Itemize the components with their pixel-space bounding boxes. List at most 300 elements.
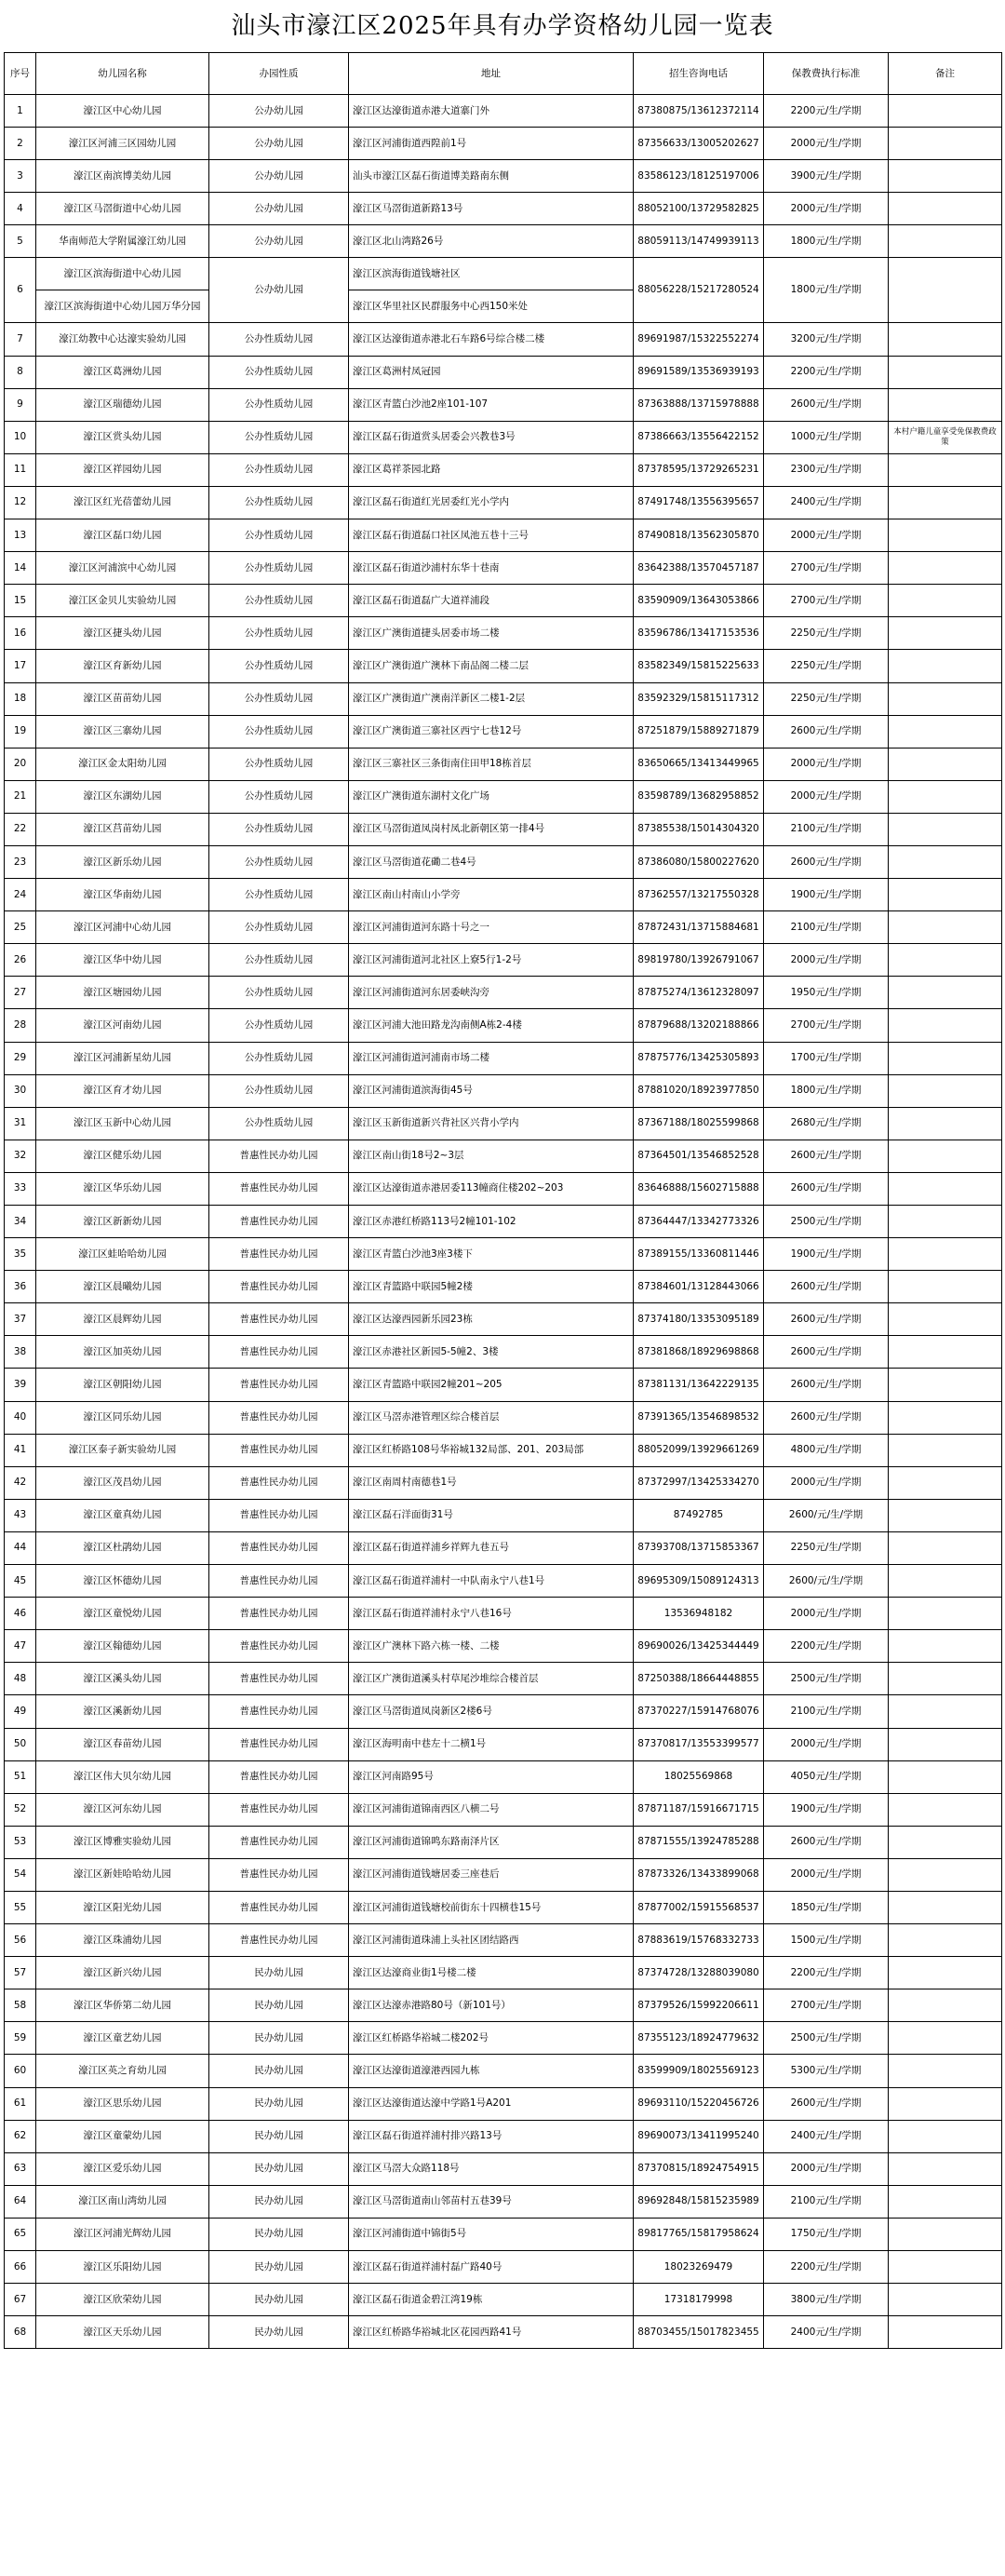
- cell-address: 濠江区磊石街道祥浦村磊广路40号: [349, 2251, 634, 2284]
- cell-type: 公办性质幼儿园: [209, 486, 349, 519]
- cell-remark: [889, 519, 1002, 552]
- cell-fee: 2600元/生/学期: [764, 715, 889, 748]
- cell-type: 公办性质幼儿园: [209, 813, 349, 845]
- cell-address: 濠江区磊石街道沙浦村东华十巷南: [349, 552, 634, 585]
- cell-type: 普惠性民办幼儿园: [209, 1303, 349, 1336]
- cell-no: 67: [5, 2284, 36, 2316]
- cell-address: 濠江区河浦街道西隍前1号: [349, 128, 634, 160]
- table-row: [5, 1271, 1002, 1303]
- cell-remark: [889, 552, 1002, 585]
- cell-address: 濠江区青篮路中联园5幢2楼: [349, 1271, 634, 1303]
- cell-remark: [889, 1793, 1002, 1826]
- cell-name: 濠江区乐阳幼儿园: [36, 2251, 209, 2284]
- cell-address: 濠江区广澳街道广澳南洋新区二楼1-2层: [349, 682, 634, 715]
- cell-phone: 87881020/18923977850: [634, 1074, 764, 1107]
- cell-fee: 2100元/生/学期: [764, 1695, 889, 1728]
- cell-no: 52: [5, 1793, 36, 1826]
- cell-no: 32: [5, 1140, 36, 1172]
- cell-address: 濠江区海明南中巷左十二横1号: [349, 1728, 634, 1760]
- cell-phone: 17318179998: [634, 2284, 764, 2316]
- table-row: [5, 453, 1002, 486]
- cell-phone: 83650665/13413449965: [634, 748, 764, 780]
- table-row: [5, 2185, 1002, 2218]
- table-header-row: [5, 53, 1002, 95]
- cell-address: 濠江区达濠街道达濠中学路1号A201: [349, 2087, 634, 2120]
- cell-fee: 1950元/生/学期: [764, 977, 889, 1009]
- cell-name: 濠江区童蒙幼儿园: [36, 2120, 209, 2152]
- table-row: [5, 323, 1002, 356]
- cell-no: 45: [5, 1565, 36, 1598]
- cell-name: 濠江区河浦三区园幼儿园: [36, 128, 209, 160]
- cell-type: 公办性质幼儿园: [209, 519, 349, 552]
- cell-name: 濠江区晨曦幼儿园: [36, 1271, 209, 1303]
- cell-name: 濠江区南滨博美幼儿园: [36, 160, 209, 193]
- cell-fee: 3800元/生/学期: [764, 2284, 889, 2316]
- cell-fee: 2100元/生/学期: [764, 911, 889, 944]
- cell-type: 公办性质幼儿园: [209, 780, 349, 813]
- cell-name: 濠江区茂昌幼儿园: [36, 1466, 209, 1499]
- cell-name: 濠江区南山湾幼儿园: [36, 2185, 209, 2218]
- cell-type: 公办幼儿园: [209, 225, 349, 258]
- cell-fee: 2100元/生/学期: [764, 2185, 889, 2218]
- cell-remark: [889, 2087, 1002, 2120]
- cell-phone: 87362557/13217550328: [634, 879, 764, 911]
- table-row: [5, 1630, 1002, 1663]
- cell-phone: 87381131/13642229135: [634, 1369, 764, 1401]
- cell-address: 濠江区南周村南德巷1号: [349, 1466, 634, 1499]
- table-row: [5, 225, 1002, 258]
- cell-name: 濠江区溪头幼儿园: [36, 1663, 209, 1695]
- cell-no: 17: [5, 650, 36, 682]
- cell-type: 普惠性民办幼儿园: [209, 1499, 349, 1531]
- cell-remark: [889, 2055, 1002, 2087]
- cell-no: 11: [5, 453, 36, 486]
- cell-fee: 2500元/生/学期: [764, 1206, 889, 1238]
- cell-remark: [889, 977, 1002, 1009]
- table-row: [5, 2022, 1002, 2055]
- cell-address-branch: 濠江区华里社区民群服务中心西150米处: [349, 290, 633, 322]
- table-row: [5, 715, 1002, 748]
- cell-type: 普惠性民办幼儿园: [209, 1238, 349, 1271]
- cell-type: 普惠性民办幼儿园: [209, 1924, 349, 1957]
- cell-no: 13: [5, 519, 36, 552]
- cell-phone: 83599909/18025569123: [634, 2055, 764, 2087]
- cell-phone: 87251879/15889271879: [634, 715, 764, 748]
- cell-type: 公办性质幼儿园: [209, 682, 349, 715]
- cell-name: 濠江区祥园幼儿园: [36, 453, 209, 486]
- cell-type: 普惠性民办幼儿园: [209, 1598, 349, 1630]
- cell-name: 濠江区金贝儿实验幼儿园: [36, 585, 209, 617]
- cell-name: 濠江区翰德幼儿园: [36, 1630, 209, 1663]
- cell-type: 公办性质幼儿园: [209, 323, 349, 356]
- cell-phone: 87492785: [634, 1499, 764, 1531]
- cell-remark: [889, 1336, 1002, 1369]
- cell-no: 59: [5, 2022, 36, 2055]
- table-row: [5, 1858, 1002, 1891]
- cell-phone: 89690026/13425344449: [634, 1630, 764, 1663]
- cell-type: 民办幼儿园: [209, 2087, 349, 2120]
- table-row: [5, 1891, 1002, 1923]
- cell-phone: 87380875/13612372114: [634, 95, 764, 128]
- cell-phone: 87250388/18664448855: [634, 1663, 764, 1695]
- cell-phone: 89817765/15817958624: [634, 2218, 764, 2250]
- cell-remark: [889, 95, 1002, 128]
- cell-type: 公办性质幼儿园: [209, 585, 349, 617]
- cell-no: 28: [5, 1009, 36, 1042]
- cell-remark: [889, 1663, 1002, 1695]
- cell-type: 普惠性民办幼儿园: [209, 1630, 349, 1663]
- cell-address: 濠江区三寨社区三条街南住田甲18栋首层: [349, 748, 634, 780]
- cell-type: 民办幼儿园: [209, 2055, 349, 2087]
- cell-type: 公办性质幼儿园: [209, 1009, 349, 1042]
- cell-type: 普惠性民办幼儿园: [209, 1793, 349, 1826]
- cell-phone: 87364447/13342773326: [634, 1206, 764, 1238]
- cell-address: 濠江区磊石街道金碧江湾19栋: [349, 2284, 634, 2316]
- cell-fee: 5300元/生/学期: [764, 2055, 889, 2087]
- cell-no: 65: [5, 2218, 36, 2250]
- cell-type: 公办性质幼儿园: [209, 650, 349, 682]
- cell-remark: [889, 682, 1002, 715]
- table-row: [5, 2055, 1002, 2087]
- cell-type: 公办性质幼儿园: [209, 356, 349, 388]
- cell-remark: [889, 715, 1002, 748]
- cell-address: 濠江区南山街18号2~3层: [349, 1140, 634, 1172]
- cell-type: 民办幼儿园: [209, 2185, 349, 2218]
- cell-remark: [889, 2120, 1002, 2152]
- cell-fee: 2000元/生/学期: [764, 1466, 889, 1499]
- cell-fee: 1850元/生/学期: [764, 1891, 889, 1923]
- cell-phone: 87875274/13612328097: [634, 977, 764, 1009]
- cell-type: 普惠性民办幼儿园: [209, 1434, 349, 1466]
- table-row: [5, 682, 1002, 715]
- cell-name: 濠江区玉新中心幼儿园: [36, 1107, 209, 1140]
- table-row: [5, 486, 1002, 519]
- cell-address: 濠江区河浦街道滨海街45号: [349, 1074, 634, 1107]
- cell-phone: 87374180/13353095189: [634, 1303, 764, 1336]
- cell-phone: 87879688/13202188866: [634, 1009, 764, 1042]
- table-row: [5, 845, 1002, 878]
- cell-phone: 89695309/15089124313: [634, 1565, 764, 1598]
- cell-name: 濠江区新乐幼儿园: [36, 845, 209, 878]
- cell-phone: 83592329/15815117312: [634, 682, 764, 715]
- cell-no: 21: [5, 780, 36, 813]
- cell-fee: 2700元/生/学期: [764, 1989, 889, 2022]
- table-row: [5, 2316, 1002, 2349]
- cell-remark: [889, 1728, 1002, 1760]
- cell-name: 濠江区新新幼儿园: [36, 1206, 209, 1238]
- cell-type: 普惠性民办幼儿园: [209, 1140, 349, 1172]
- cell-remark: [889, 879, 1002, 911]
- cell-remark: [889, 845, 1002, 878]
- cell-name: 濠江区三寨幼儿园: [36, 715, 209, 748]
- table-row: [5, 780, 1002, 813]
- cell-no: 31: [5, 1107, 36, 1140]
- cell-no: 23: [5, 845, 36, 878]
- cell-address: 濠江区河浦街道钱塘校前街东十四横巷15号: [349, 1891, 634, 1923]
- cell-remark: [889, 1760, 1002, 1793]
- cell-phone: 89691987/15322552274: [634, 323, 764, 356]
- cell-name: 濠江区马滘街道中心幼儿园: [36, 193, 209, 225]
- cell-phone: 83590909/13643053866: [634, 585, 764, 617]
- cell-fee: 2200元/生/学期: [764, 2251, 889, 2284]
- cell-fee: 1800元/生/学期: [764, 1074, 889, 1107]
- cell-no: 20: [5, 748, 36, 780]
- cell-fee: 2000元/生/学期: [764, 748, 889, 780]
- cell-no: 5: [5, 225, 36, 258]
- cell-name: 濠江区红光蓓蕾幼儿园: [36, 486, 209, 519]
- cell-fee: 4800元/生/学期: [764, 1434, 889, 1466]
- cell-phone: 87370815/18924754915: [634, 2152, 764, 2185]
- cell-remark: [889, 1009, 1002, 1042]
- cell-no: 60: [5, 2055, 36, 2087]
- cell-phone: 87871555/13924785288: [634, 1826, 764, 1858]
- table-row: [5, 2218, 1002, 2250]
- cell-phone: 87385538/15014304320: [634, 813, 764, 845]
- cell-type: 公办性质幼儿园: [209, 552, 349, 585]
- cell-type: 公办性质幼儿园: [209, 1074, 349, 1107]
- cell-fee: 2000元/生/学期: [764, 1728, 889, 1760]
- cell-fee: 1900元/生/学期: [764, 879, 889, 911]
- cell-fee: 2600元/生/学期: [764, 1336, 889, 1369]
- table-row: [5, 95, 1002, 128]
- table-row: [5, 1728, 1002, 1760]
- table-row: [5, 1663, 1002, 1695]
- cell-name: 濠江区健乐幼儿园: [36, 1140, 209, 1172]
- cell-phone: 87364501/13546852528: [634, 1140, 764, 1172]
- table-row: [5, 1957, 1002, 1989]
- cell-no: 51: [5, 1760, 36, 1793]
- table-row: [5, 1336, 1002, 1369]
- cell-name: 濠江区蛙哈哈幼儿园: [36, 1238, 209, 1271]
- cell-remark: [889, 1989, 1002, 2022]
- table-row: [5, 977, 1002, 1009]
- cell-phone: 87386080/15800227620: [634, 845, 764, 878]
- cell-phone: 83596786/13417153536: [634, 617, 764, 650]
- cell-fee: 2600元/生/学期: [764, 1369, 889, 1401]
- cell-phone: 87381868/18929698868: [634, 1336, 764, 1369]
- cell-name: 濠江区爱乐幼儿园: [36, 2152, 209, 2185]
- cell-address: 濠江区玉新街道新兴背社区兴背小学内: [349, 1107, 634, 1140]
- cell-type: 普惠性民办幼儿园: [209, 1466, 349, 1499]
- cell-name: 濠江区同乐幼儿园: [36, 1401, 209, 1434]
- cell-remark: [889, 388, 1002, 421]
- cell-remark: [889, 1303, 1002, 1336]
- cell-address: 濠江区达濠街道濠港西园九栋: [349, 2055, 634, 2087]
- cell-address: 濠江区磊石街道祥浦村排兴路13号: [349, 2120, 634, 2152]
- cell-phone: 87374728/13288039080: [634, 1957, 764, 1989]
- cell-address: 汕头市濠江区磊石街道博美路南东侧: [349, 160, 634, 193]
- table-row: [5, 1107, 1002, 1140]
- cell-name: 华南师范大学附属濠江幼儿园: [36, 225, 209, 258]
- cell-address: 濠江区北山湾路26号: [349, 225, 634, 258]
- cell-address: 濠江区磊石街道祥浦乡祥辉九巷五号: [349, 1531, 634, 1564]
- cell-no: 61: [5, 2087, 36, 2120]
- cell-no: 48: [5, 1663, 36, 1695]
- cell-remark: [889, 1499, 1002, 1531]
- cell-name: 濠江区河浦新星幼儿园: [36, 1042, 209, 1074]
- cell-address: 濠江区马滘赤港管理区综合楼首层: [349, 1401, 634, 1434]
- cell-name: 濠江区晨辉幼儿园: [36, 1303, 209, 1336]
- cell-fee: 2250元/生/学期: [764, 682, 889, 715]
- cell-address: 濠江区青篮白沙池2座101-107: [349, 388, 634, 421]
- cell-type: 公办幼儿园: [209, 160, 349, 193]
- cell-fee: 2000元/生/学期: [764, 944, 889, 977]
- cell-type: 普惠性民办幼儿园: [209, 1336, 349, 1369]
- cell-name-main: 濠江区滨海街道中心幼儿园: [63, 268, 181, 280]
- cell-phone: 89691589/13536939193: [634, 356, 764, 388]
- cell-no: 44: [5, 1531, 36, 1564]
- table-row: [5, 1074, 1002, 1107]
- cell-no: 38: [5, 1336, 36, 1369]
- cell-remark: [889, 944, 1002, 977]
- cell-name: 濠江区伟大贝尔幼儿园: [36, 1760, 209, 1793]
- cell-address: 濠江区达濠西园新乐园23栋: [349, 1303, 634, 1336]
- cell-remark: [889, 1531, 1002, 1564]
- cell-no: 54: [5, 1858, 36, 1891]
- cell-no: 26: [5, 944, 36, 977]
- table-row: [5, 1924, 1002, 1957]
- cell-remark: 本村户籍儿童享受免保教费政策: [889, 421, 1002, 453]
- cell-remark: [889, 2316, 1002, 2349]
- cell-address: 濠江区青篮白沙池3座3楼下: [349, 1238, 634, 1271]
- cell-no: 47: [5, 1630, 36, 1663]
- cell-remark: [889, 1858, 1002, 1891]
- cell-fee: 3200元/生/学期: [764, 323, 889, 356]
- cell-address: 濠江区河浦街道河浦南市场二楼: [349, 1042, 634, 1074]
- header-name: 幼儿园名称: [36, 53, 209, 95]
- cell-remark: [889, 1140, 1002, 1172]
- table-row: [5, 1565, 1002, 1598]
- cell-no: 15: [5, 585, 36, 617]
- cell-name: 濠江区河浦滨中心幼儿园: [36, 552, 209, 585]
- table-row: [5, 1466, 1002, 1499]
- cell-address: 濠江区广澳街道广澳林下南品阁二楼二层: [349, 650, 634, 682]
- cell-no: 42: [5, 1466, 36, 1499]
- cell-fee: 2600元/生/学期: [764, 1303, 889, 1336]
- cell-no: 57: [5, 1957, 36, 1989]
- cell-type: 民办幼儿园: [209, 1989, 349, 2022]
- cell-fee: 1800元/生/学期: [764, 258, 889, 323]
- cell-phone: 87384601/13128443066: [634, 1271, 764, 1303]
- cell-address: 濠江区磊石洋面街31号: [349, 1499, 634, 1531]
- cell-remark: [889, 585, 1002, 617]
- cell-type: 普惠性民办幼儿园: [209, 1826, 349, 1858]
- cell-name: 濠江区金太阳幼儿园: [36, 748, 209, 780]
- cell-name: 濠江区河浦光辉幼儿园: [36, 2218, 209, 2250]
- cell-type: 民办幼儿园: [209, 2218, 349, 2250]
- table-row: [5, 617, 1002, 650]
- cell-remark: [889, 2185, 1002, 2218]
- header-type: 办园性质: [209, 53, 349, 95]
- cell-no: 6: [5, 258, 36, 323]
- cell-name: 濠江区珠浦幼儿园: [36, 1924, 209, 1957]
- cell-fee: 2600/元/生/学期: [764, 1499, 889, 1531]
- table-row: [5, 1499, 1002, 1531]
- cell-fee: 2600元/生/学期: [764, 1140, 889, 1172]
- cell-type: 普惠性民办幼儿园: [209, 1663, 349, 1695]
- cell-name: 濠江区河浦中心幼儿园: [36, 911, 209, 944]
- cell-remark: [889, 160, 1002, 193]
- cell-address: 濠江区磊石街道磊广大道祥浦段: [349, 585, 634, 617]
- cell-remark: [889, 2152, 1002, 2185]
- cell-remark: [889, 2251, 1002, 2284]
- cell-phone: 87490818/13562305870: [634, 519, 764, 552]
- cell-no: 66: [5, 2251, 36, 2284]
- table-row: [5, 1140, 1002, 1172]
- cell-fee: 2250元/生/学期: [764, 617, 889, 650]
- cell-phone: 87873326/13433899068: [634, 1858, 764, 1891]
- table-row: [5, 258, 1002, 323]
- cell-remark: [889, 1238, 1002, 1271]
- cell-phone: 88052100/13729582825: [634, 193, 764, 225]
- cell-address: 濠江区红桥路华裕城二楼202号: [349, 2022, 634, 2055]
- cell-address: 濠江区马滘街道新路13号: [349, 193, 634, 225]
- table-row: [5, 1989, 1002, 2022]
- cell-type: 公办性质幼儿园: [209, 1042, 349, 1074]
- table-row: [5, 1401, 1002, 1434]
- cell-fee: 1500元/生/学期: [764, 1924, 889, 1957]
- cell-no: 30: [5, 1074, 36, 1107]
- cell-address: 濠江区磊石街道祥浦村永宁八巷16号: [349, 1598, 634, 1630]
- cell-fee: 2250元/生/学期: [764, 1531, 889, 1564]
- cell-remark: [889, 2218, 1002, 2250]
- cell-remark: [889, 1695, 1002, 1728]
- table-row: [5, 421, 1002, 453]
- cell-name: 濠江区葛洲幼儿园: [36, 356, 209, 388]
- cell-remark: [889, 1172, 1002, 1205]
- cell-phone: 89693110/15220456726: [634, 2087, 764, 2120]
- cell-fee: 2400元/生/学期: [764, 486, 889, 519]
- cell-no: 12: [5, 486, 36, 519]
- cell-name: 濠江区磊口幼儿园: [36, 519, 209, 552]
- cell-no: 22: [5, 813, 36, 845]
- header-address: 地址: [349, 53, 634, 95]
- cell-address: 濠江区达濠街道赤港居委113幢商住楼202~203: [349, 1172, 634, 1205]
- cell-remark: [889, 1891, 1002, 1923]
- cell-remark: [889, 323, 1002, 356]
- cell-address: 濠江区马滘街道凤岗村凤北新朝区第一排4号: [349, 813, 634, 845]
- cell-remark: [889, 1565, 1002, 1598]
- table-row: [5, 1172, 1002, 1205]
- cell-remark: [889, 1401, 1002, 1434]
- cell-type: 民办幼儿园: [209, 2316, 349, 2349]
- cell-name: 濠江区苗苗幼儿园: [36, 682, 209, 715]
- header-phone: 招生咨询电话: [634, 53, 764, 95]
- cell-type: 公办性质幼儿园: [209, 977, 349, 1009]
- cell-type: 普惠性民办幼儿园: [209, 1206, 349, 1238]
- cell-phone: 87883619/15768332733: [634, 1924, 764, 1957]
- cell-name: 濠江区思乐幼儿园: [36, 2087, 209, 2120]
- cell-name: 濠江区溪新幼儿园: [36, 1695, 209, 1728]
- cell-type: 普惠性民办幼儿园: [209, 1531, 349, 1564]
- cell-phone: 88059113/14749939113: [634, 225, 764, 258]
- cell-type: 普惠性民办幼儿园: [209, 1728, 349, 1760]
- cell-name: 濠江区河南幼儿园: [36, 1009, 209, 1042]
- table-row: [5, 748, 1002, 780]
- cell-phone: 87356633/13005202627: [634, 128, 764, 160]
- cell-type: 公办性质幼儿园: [209, 388, 349, 421]
- cell-type: 公办性质幼儿园: [209, 879, 349, 911]
- cell-fee: 2200元/生/学期: [764, 95, 889, 128]
- cell-type: 民办幼儿园: [209, 2022, 349, 2055]
- cell-type: 公办幼儿园: [209, 193, 349, 225]
- cell-address: 濠江区红桥路108号华裕城132局部、201、203局部: [349, 1434, 634, 1466]
- cell-remark: [889, 780, 1002, 813]
- cell-address-main: 濠江区滨海街道钱塘社区: [353, 268, 461, 280]
- cell-phone: 83646888/15602715888: [634, 1172, 764, 1205]
- cell-address: 濠江区达濠商业街1号楼二楼: [349, 1957, 634, 1989]
- cell-name: 濠江区新娃哈哈幼儿园: [36, 1858, 209, 1891]
